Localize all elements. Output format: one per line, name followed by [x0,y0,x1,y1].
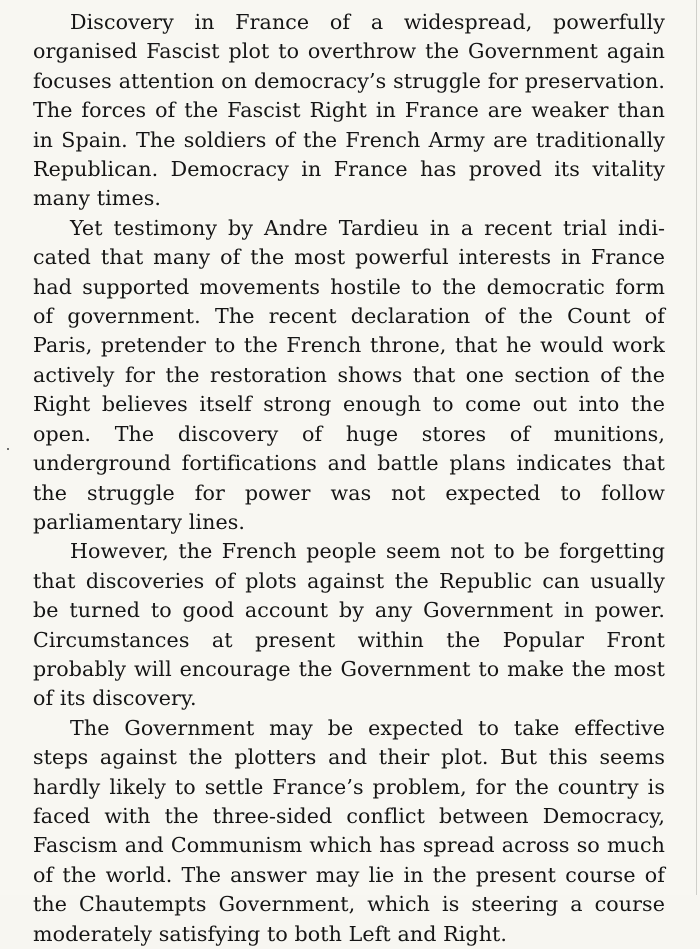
article-column [33,8,665,949]
paragraph-2: Yet testimony by Andre Tardieu in a recent trial indicated that many of the most powerful interests in France had supported movements hostile to the democratic form of government. The recent declaration of the Count of Paris, pretender to the French throne, that he would work actively for the restoration shows that one section of the Right believes itself strong enough to come out into the open. The discovery of huge stores of munitions, underground fortifications and battle plans indicates that the struggle for power was not expected to follow parliamentary lines. [33,215,665,534]
column-rule [696,0,697,895]
paragraph-4: The Government may be expected to take effective steps against the plotters and their plot. But this seems hardly likely to settle France’s problem, for the country is faced with the three-sided conflict between Democracy, Fascism and Communism which has spread across so much of the world. The answer may lie in the present course of the Chautempts Government, which is steering a course moderately satisfying to both Left and Right. [33,715,665,946]
print-speck [7,448,9,450]
paragraph-3: However, the French people seem not to be forgetting that discoveries of plots against the Republic can usually be turned to good account by any Government in power. Circumstances at present within the Popular Front probably will encourage the Government to make the most of its discovery. [33,539,665,711]
paragraph-1: Discovery in France of a widespread, powerfully organised Fascist plot to overthrow the Government again focuses attention on democracy’s struggle for preservation. The forces of the Fascist Right in France are weaker than in Spain. The soldiers of the French Army are traditionally Republican. Democracy in France has proved its vitality many times. [33,10,665,211]
